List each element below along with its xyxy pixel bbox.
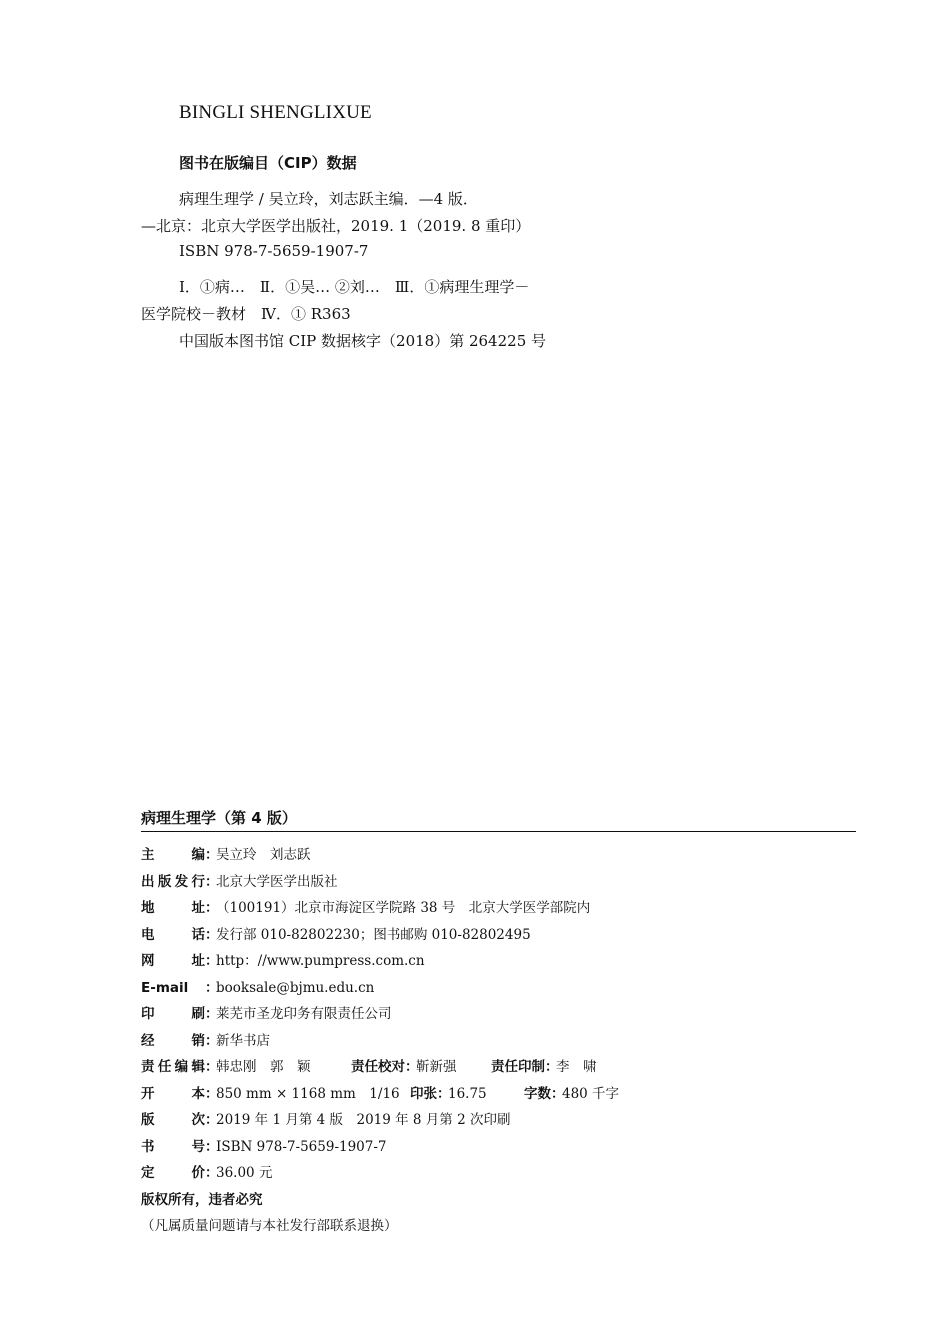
info-value: 李 啸 bbox=[556, 1059, 597, 1076]
cip-heading: 图书在版编目（CIP）数据 bbox=[179, 154, 357, 172]
info-label: 地址 bbox=[141, 900, 205, 917]
info-value: 16.75 bbox=[448, 1085, 487, 1102]
info-value: 发行部 010-82802230；图书邮购 010-82802495 bbox=[216, 926, 531, 943]
pinyin-title: BINGLI SHENGLIXUE bbox=[179, 102, 372, 123]
info-row-editor: 主编 ： 吴立玲 刘志跃 bbox=[141, 842, 856, 869]
cip-line-record-number: 中国版本图书馆 CIP 数据核字（2018）第 264225 号 bbox=[179, 332, 547, 350]
info-value: 2019 年 1 月第 4 版 2019 年 8 月第 2 次印刷 bbox=[216, 1112, 511, 1129]
info-sublabel: 责任印制 bbox=[491, 1059, 545, 1076]
info-row-responsibility: 责任编辑 ： 韩忠刚 郭 颖 责任校对 ： 靳新强 责任印制 ： 李 啸 bbox=[141, 1054, 856, 1081]
info-value: 莱芜市圣龙印务有限责任公司 bbox=[216, 1006, 392, 1023]
info-sublabel: 印张 bbox=[410, 1085, 437, 1102]
rights-statement: 版权所有，违者必究 bbox=[141, 1191, 263, 1208]
info-row-address: 地址 ： （100191）北京市海淀区学院路 38 号 北京大学医学部院内 bbox=[141, 895, 856, 922]
info-label: 版次 bbox=[141, 1112, 205, 1129]
rights-row bbox=[141, 1187, 856, 1214]
info-value: 36.00 元 bbox=[216, 1165, 273, 1182]
info-label: 主编 bbox=[141, 847, 205, 864]
cip-line-publisher: —北京：北京大学医学出版社，2019. 1（2019. 8 重印） bbox=[141, 217, 531, 235]
email-address: booksale@bjmu.edu.cn bbox=[216, 979, 375, 996]
info-label: 开本 bbox=[141, 1085, 205, 1102]
info-value: ISBN 978-7-5659-1907-7 bbox=[216, 1138, 387, 1155]
info-label: 出版发行 bbox=[141, 873, 205, 890]
info-label: 网址 bbox=[141, 953, 205, 970]
info-label: 书号 bbox=[141, 1138, 205, 1155]
info-row-distributor: 经销 ： 新华书店 bbox=[141, 1028, 856, 1055]
info-label: 经销 bbox=[141, 1032, 205, 1049]
info-row-edition: 版次 ： 2019 年 1 月第 4 版 2019 年 8 月第 2 次印刷 bbox=[141, 1107, 856, 1134]
info-value: 吴立玲 刘志跃 bbox=[216, 847, 311, 864]
cip-line-isbn: ISBN 978-7-5659-1907-7 bbox=[179, 242, 369, 260]
info-label: 电话 bbox=[141, 926, 205, 943]
info-value: （100191）北京市海淀区学院路 38 号 北京大学医学部院内 bbox=[216, 900, 591, 917]
cip-line-classification-cont: 医学院校－教材 Ⅳ．① R363 bbox=[141, 305, 351, 323]
info-sublabel: 责任校对 bbox=[351, 1059, 405, 1076]
info-row-website: 网址 ： http：//www.pumpress.com.cn bbox=[141, 948, 856, 975]
info-label: 印刷 bbox=[141, 1006, 205, 1023]
book-title: 病理生理学（第 4 版） bbox=[141, 809, 297, 827]
divider-rule bbox=[141, 831, 856, 832]
info-row-isbn: 书号 ： ISBN 978-7-5659-1907-7 bbox=[141, 1134, 856, 1161]
info-row-price: 定价 ： 36.00 元 bbox=[141, 1160, 856, 1187]
info-value: 850 mm × 1168 mm 1/16 bbox=[216, 1085, 400, 1102]
info-row-phone: 电话 ： 发行部 010-82802230；图书邮购 010-82802495 bbox=[141, 922, 856, 949]
info-row-publisher: 出版发行 ： 北京大学医学出版社 bbox=[141, 869, 856, 896]
info-value: 靳新强 bbox=[416, 1059, 457, 1076]
info-row-format: 开本 ： 850 mm × 1168 mm 1/16 印张 ： 16.75 字数 ： 480 千字 bbox=[141, 1081, 856, 1108]
info-label: 定价 bbox=[141, 1165, 205, 1182]
info-row-printer: 印刷 ： 莱芜市圣龙印务有限责任公司 bbox=[141, 1001, 856, 1028]
info-row-email: E-mail ： booksale@bjmu.edu.cn bbox=[141, 975, 856, 1002]
info-value: 北京大学医学出版社 bbox=[216, 873, 338, 890]
info-value: 韩忠刚 郭 颖 bbox=[216, 1059, 311, 1076]
cip-line-classification: Ⅰ．①病… Ⅱ．①吴… ②刘… Ⅲ．①病理生理学－ bbox=[179, 278, 530, 296]
note-row bbox=[141, 1213, 856, 1240]
info-value: 新华书店 bbox=[216, 1032, 270, 1049]
publication-info bbox=[141, 842, 856, 1240]
info-value: 480 千字 bbox=[562, 1085, 620, 1102]
website-url: http：//www.pumpress.com.cn bbox=[216, 953, 425, 970]
info-label: E-mail bbox=[141, 979, 189, 996]
quality-note: （凡属质量问题请与本社发行部联系退换） bbox=[141, 1218, 398, 1235]
info-sublabel: 字数 bbox=[524, 1085, 551, 1102]
cip-line-title: 病理生理学 / 吴立玲，刘志跃主编．—4 版． bbox=[179, 190, 478, 208]
info-label: 责任编辑 bbox=[141, 1059, 205, 1076]
